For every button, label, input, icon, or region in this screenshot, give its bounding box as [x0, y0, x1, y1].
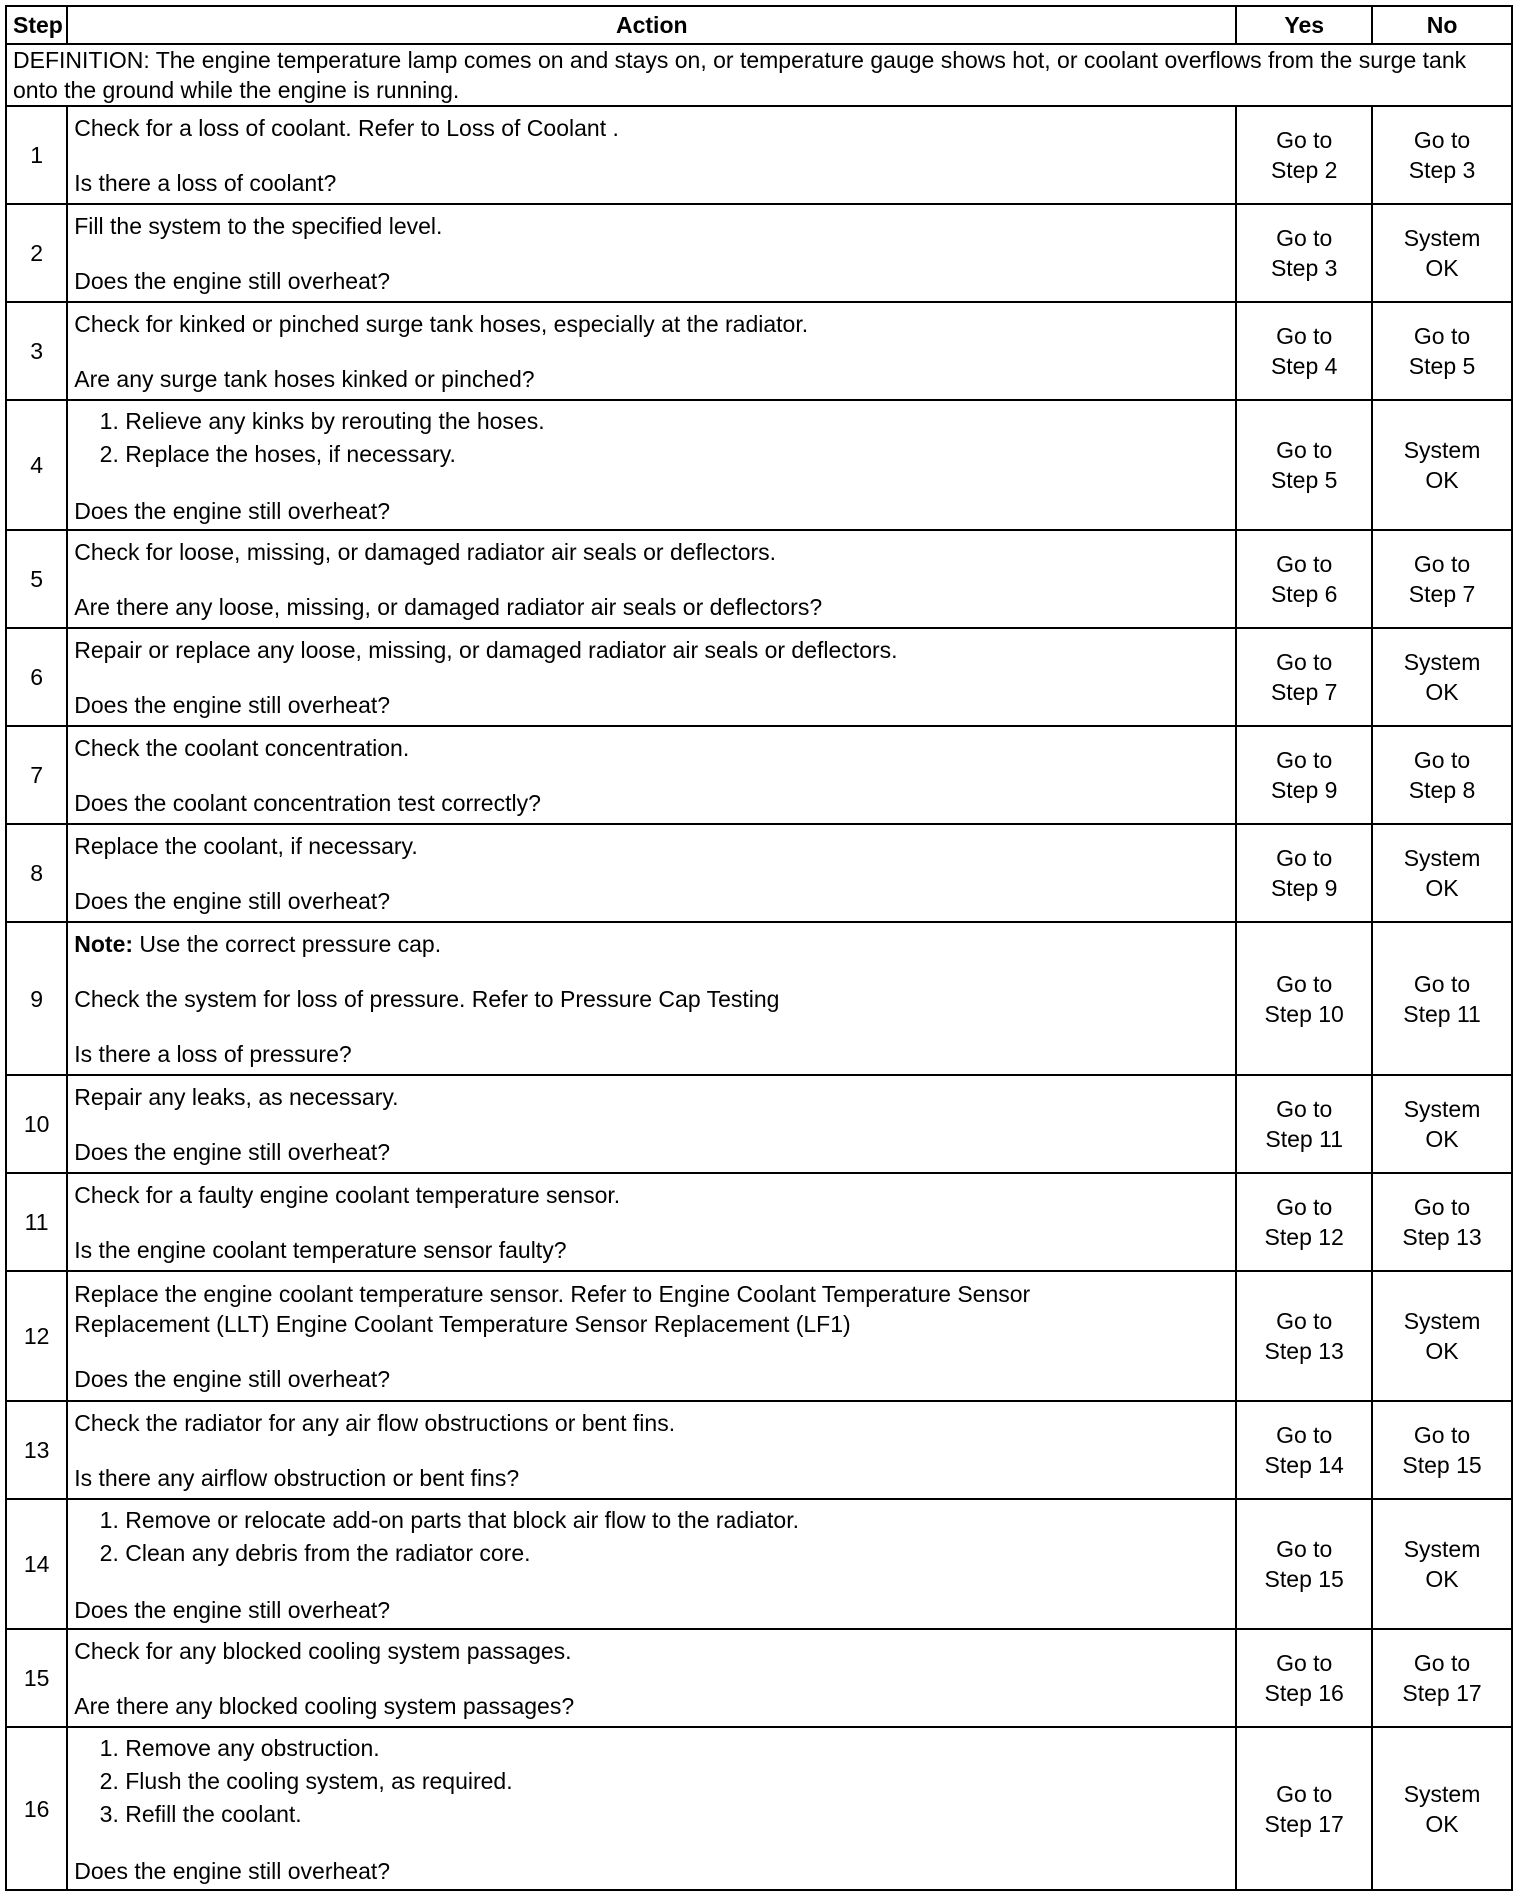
- yes-cell: [1236, 204, 1372, 302]
- no-line-1: System: [1403, 1780, 1481, 1807]
- action-list: [74, 1732, 1229, 1831]
- yes-cell: [1236, 726, 1372, 824]
- table-row: [6, 106, 1512, 204]
- no-line-2: Step 11: [1403, 1000, 1481, 1027]
- table-row: [6, 400, 1512, 530]
- yes-line-2: Step 16: [1264, 1680, 1344, 1706]
- no-cell: [1372, 204, 1512, 302]
- step-number: 15: [6, 1629, 67, 1727]
- no-line-2: OK: [1425, 1126, 1459, 1152]
- action-cell: [67, 1499, 1236, 1629]
- no-cell: [1372, 106, 1512, 204]
- yes-line-1: Go to: [1276, 1780, 1333, 1807]
- no-cell: [1372, 922, 1512, 1075]
- header-yes: Yes: [1236, 6, 1372, 44]
- header-row: [6, 6, 1512, 44]
- yes-line-2: Step 10: [1264, 1000, 1344, 1027]
- header-action: Action: [67, 6, 1236, 44]
- table-row: [6, 1075, 1512, 1173]
- no-line-1: System: [1403, 649, 1481, 675]
- no-line-1: Go to: [1413, 747, 1471, 773]
- action-question: Does the engine still overheat?: [74, 1365, 391, 1392]
- action-cell: [67, 204, 1236, 302]
- action-cell: [67, 400, 1236, 530]
- no-line-1: Go to: [1413, 127, 1471, 153]
- no-line-1: System: [1403, 1096, 1481, 1122]
- yes-line-1: Go to: [1276, 1096, 1333, 1122]
- no-line-1: Go to: [1413, 323, 1471, 349]
- action-list: [74, 1504, 1229, 1570]
- table-row: [6, 824, 1512, 922]
- yes-line-2: Step 2: [1270, 157, 1338, 183]
- step-number: 12: [6, 1271, 67, 1401]
- action-list-item: 2. Flush the cooling system, as required.: [125, 1765, 1229, 1798]
- no-line-2: OK: [1425, 255, 1459, 281]
- yes-line-2: Step 15: [1264, 1566, 1344, 1592]
- table-row: [6, 1629, 1512, 1727]
- action-list-item: 3. Refill the coolant.: [125, 1798, 1229, 1831]
- no-line-1: System: [1403, 437, 1481, 463]
- table-row: [6, 530, 1512, 628]
- table-row: [6, 1499, 1512, 1629]
- step-number: 8: [6, 824, 67, 922]
- no-line-1: Go to: [1413, 551, 1471, 577]
- no-line-1: Go to: [1413, 1194, 1471, 1220]
- step-number: 7: [6, 726, 67, 824]
- action-cell: [67, 922, 1236, 1075]
- step-number: 14: [6, 1499, 67, 1629]
- no-line-2: OK: [1425, 467, 1459, 493]
- yes-cell: [1236, 400, 1372, 530]
- yes-cell: [1236, 1727, 1372, 1890]
- action-text: Replacement (LLT) Engine Coolant Temperature Sensor Replacement (LF1): [74, 1310, 851, 1337]
- no-line-2: Step 8: [1408, 777, 1476, 803]
- action-cell: [67, 530, 1236, 628]
- no-line-2: Step 7: [1408, 581, 1476, 607]
- action-list-item: 1. Remove or relocate add-on parts that block air flow to the radiator.: [125, 1504, 1229, 1537]
- no-line-2: Step 5: [1408, 353, 1476, 379]
- yes-cell: [1236, 922, 1372, 1075]
- no-line-2: Step 13: [1402, 1224, 1482, 1250]
- action-cell: [67, 1271, 1236, 1401]
- no-line-1: Go to: [1413, 1650, 1471, 1676]
- action-cell: [67, 726, 1236, 824]
- no-line-1: Go to: [1413, 1422, 1471, 1448]
- diagnostic-table: [5, 5, 1513, 1891]
- yes-line-2: Step 14: [1264, 1452, 1344, 1478]
- action-question: Does the coolant concentration test correctly?: [74, 789, 541, 816]
- header-step: Step: [6, 6, 67, 44]
- action-cell: [67, 1173, 1236, 1271]
- yes-cell: [1236, 1499, 1372, 1629]
- yes-cell: [1236, 1173, 1372, 1271]
- yes-line-1: Go to: [1276, 323, 1333, 349]
- yes-line-2: Step 5: [1270, 467, 1338, 493]
- note-text: Use the correct pressure cap.: [133, 930, 442, 957]
- no-line-1: System: [1403, 845, 1481, 871]
- yes-line-1: Go to: [1276, 1194, 1333, 1220]
- yes-cell: [1236, 106, 1372, 204]
- step-number: 16: [6, 1727, 67, 1890]
- action-question: Does the engine still overheat?: [74, 887, 391, 914]
- action-list: [74, 405, 1229, 471]
- yes-line-1: Go to: [1276, 225, 1333, 251]
- yes-cell: [1236, 1629, 1372, 1727]
- definition-row: [6, 44, 1512, 106]
- yes-cell: [1236, 1075, 1372, 1173]
- yes-line-2: Step 17: [1264, 1810, 1344, 1837]
- action-list-item: 2. Replace the hoses, if necessary.: [125, 438, 1229, 471]
- action-text: Check for any blocked cooling system passages.: [74, 1637, 572, 1664]
- yes-line-1: Go to: [1276, 1650, 1333, 1676]
- no-line-1: System: [1403, 225, 1481, 251]
- no-cell: [1372, 1629, 1512, 1727]
- action-question: Is there a loss of coolant?: [74, 169, 337, 196]
- no-cell: [1372, 302, 1512, 400]
- no-cell: [1372, 530, 1512, 628]
- no-line-2: OK: [1425, 1810, 1459, 1837]
- action-question: Are there any blocked cooling system passages?: [74, 1692, 575, 1719]
- no-line-1: Go to: [1413, 970, 1471, 997]
- yes-line-2: Step 13: [1264, 1338, 1344, 1364]
- note-label: Note:: [74, 930, 134, 957]
- step-number: 2: [6, 204, 67, 302]
- no-cell: [1372, 726, 1512, 824]
- yes-line-1: Go to: [1276, 127, 1333, 153]
- action-cell: [67, 302, 1236, 400]
- yes-line-1: Go to: [1276, 551, 1333, 577]
- step-number: 11: [6, 1173, 67, 1271]
- yes-line-1: Go to: [1276, 437, 1333, 463]
- action-text: Replace the coolant, if necessary.: [74, 832, 418, 859]
- yes-line-1: Go to: [1276, 1422, 1333, 1448]
- yes-cell: [1236, 530, 1372, 628]
- yes-line-2: Step 9: [1270, 875, 1338, 901]
- step-number: 6: [6, 628, 67, 726]
- action-cell: [67, 824, 1236, 922]
- yes-cell: [1236, 628, 1372, 726]
- yes-line-2: Step 11: [1265, 1126, 1343, 1152]
- table-row: [6, 204, 1512, 302]
- action-text: Check for a loss of coolant. Refer to Loss of Coolant .: [74, 114, 619, 141]
- yes-line-2: Step 6: [1270, 581, 1338, 607]
- no-cell: [1372, 1075, 1512, 1173]
- no-cell: [1372, 1271, 1512, 1401]
- yes-cell: [1236, 824, 1372, 922]
- no-cell: [1372, 1499, 1512, 1629]
- action-cell: [67, 1629, 1236, 1727]
- action-text: Repair or replace any loose, missing, or damaged radiator air seals or deflectors.: [74, 636, 898, 663]
- action-text: Fill the system to the specified level.: [74, 212, 443, 239]
- action-question: Is there a loss of pressure?: [74, 1040, 352, 1067]
- yes-cell: [1236, 302, 1372, 400]
- action-text: Check the system for loss of pressure. Refer to Pressure Cap Testing: [74, 985, 780, 1012]
- yes-cell: [1236, 1401, 1372, 1499]
- yes-line-1: Go to: [1276, 845, 1333, 871]
- table-row: [6, 922, 1512, 1075]
- action-question: Are there any loose, missing, or damaged radiator air seals or deflectors?: [74, 593, 823, 620]
- no-cell: [1372, 400, 1512, 530]
- no-line-2: OK: [1425, 679, 1459, 705]
- step-number: 9: [6, 922, 67, 1075]
- action-question: Does the engine still overheat?: [74, 497, 391, 524]
- no-cell: [1372, 628, 1512, 726]
- step-number: 4: [6, 400, 67, 530]
- no-line-2: OK: [1425, 1338, 1459, 1364]
- action-text: Check the radiator for any air flow obstructions or bent fins.: [74, 1409, 676, 1436]
- no-line-1: System: [1403, 1536, 1481, 1562]
- definition-text: DEFINITION: The engine temperature lamp comes on and stays on, or temperature gauge shows hot, or coolant overflows from the surge tank onto the ground while the engine is running.: [6, 44, 1512, 106]
- table-row: [6, 1173, 1512, 1271]
- yes-line-1: Go to: [1276, 747, 1333, 773]
- action-list-item: 1. Relieve any kinks by rerouting the hoses.: [125, 405, 1229, 438]
- no-cell: [1372, 1173, 1512, 1271]
- action-list-item: 1. Remove any obstruction.: [125, 1732, 1229, 1765]
- table-row: [6, 628, 1512, 726]
- diagnostic-table-container: [5, 5, 1513, 1891]
- action-question: Does the engine still overheat?: [74, 267, 391, 294]
- action-text: Check for kinked or pinched surge tank hoses, especially at the radiator.: [74, 310, 809, 337]
- step-number: 3: [6, 302, 67, 400]
- action-question: Is there any airflow obstruction or bent fins?: [74, 1464, 520, 1491]
- no-line-2: Step 17: [1402, 1680, 1482, 1706]
- yes-line-2: Step 7: [1270, 679, 1338, 705]
- action-question: Are any surge tank hoses kinked or pinched?: [74, 365, 535, 392]
- yes-line-1: Go to: [1276, 1536, 1333, 1562]
- table-row: [6, 726, 1512, 824]
- action-cell: [67, 628, 1236, 726]
- no-line-2: Step 15: [1402, 1452, 1482, 1478]
- table-row: [6, 1271, 1512, 1401]
- step-number: 10: [6, 1075, 67, 1173]
- no-cell: [1372, 1401, 1512, 1499]
- action-cell: [67, 1075, 1236, 1173]
- no-line-2: OK: [1425, 875, 1459, 901]
- yes-line-2: Step 4: [1270, 353, 1338, 379]
- action-cell: [67, 106, 1236, 204]
- action-cell: [67, 1727, 1236, 1890]
- action-text: Check for loose, missing, or damaged radiator air seals or deflectors.: [74, 538, 777, 565]
- yes-line-1: Go to: [1276, 1308, 1333, 1334]
- step-number: 1: [6, 106, 67, 204]
- no-cell: [1372, 824, 1512, 922]
- action-question: Does the engine still overheat?: [74, 1857, 391, 1884]
- action-text: Check the coolant concentration.: [74, 734, 410, 761]
- table-row: [6, 1727, 1512, 1890]
- yes-line-2: Step 9: [1270, 777, 1338, 803]
- action-cell: [67, 1401, 1236, 1499]
- note: [74, 929, 1229, 959]
- action-text: Repair any leaks, as necessary.: [74, 1083, 399, 1110]
- no-cell: [1372, 1727, 1512, 1890]
- action-question: Does the engine still overheat?: [74, 1596, 391, 1623]
- no-line-2: Step 3: [1408, 157, 1476, 183]
- table-row: [6, 1401, 1512, 1499]
- action-question: Is the engine coolant temperature sensor faulty?: [74, 1236, 567, 1263]
- step-number: 13: [6, 1401, 67, 1499]
- table-row: [6, 302, 1512, 400]
- header-no: No: [1372, 6, 1512, 44]
- yes-line-2: Step 12: [1264, 1224, 1344, 1250]
- action-list-item: 2. Clean any debris from the radiator core.: [125, 1537, 1229, 1570]
- yes-line-1: Go to: [1276, 970, 1333, 997]
- yes-line-1: Go to: [1276, 649, 1333, 675]
- yes-line-2: Step 3: [1270, 255, 1338, 281]
- action-text: Replace the engine coolant temperature sensor. Refer to Engine Coolant Temperature Sensor: [74, 1280, 1031, 1307]
- action-question: Does the engine still overheat?: [74, 1138, 391, 1165]
- no-line-1: System: [1403, 1308, 1481, 1334]
- yes-cell: [1236, 1271, 1372, 1401]
- action-text: Check for a faulty engine coolant temperature sensor.: [74, 1181, 621, 1208]
- step-number: 5: [6, 530, 67, 628]
- no-line-2: OK: [1425, 1566, 1459, 1592]
- action-question: Does the engine still overheat?: [74, 691, 391, 718]
